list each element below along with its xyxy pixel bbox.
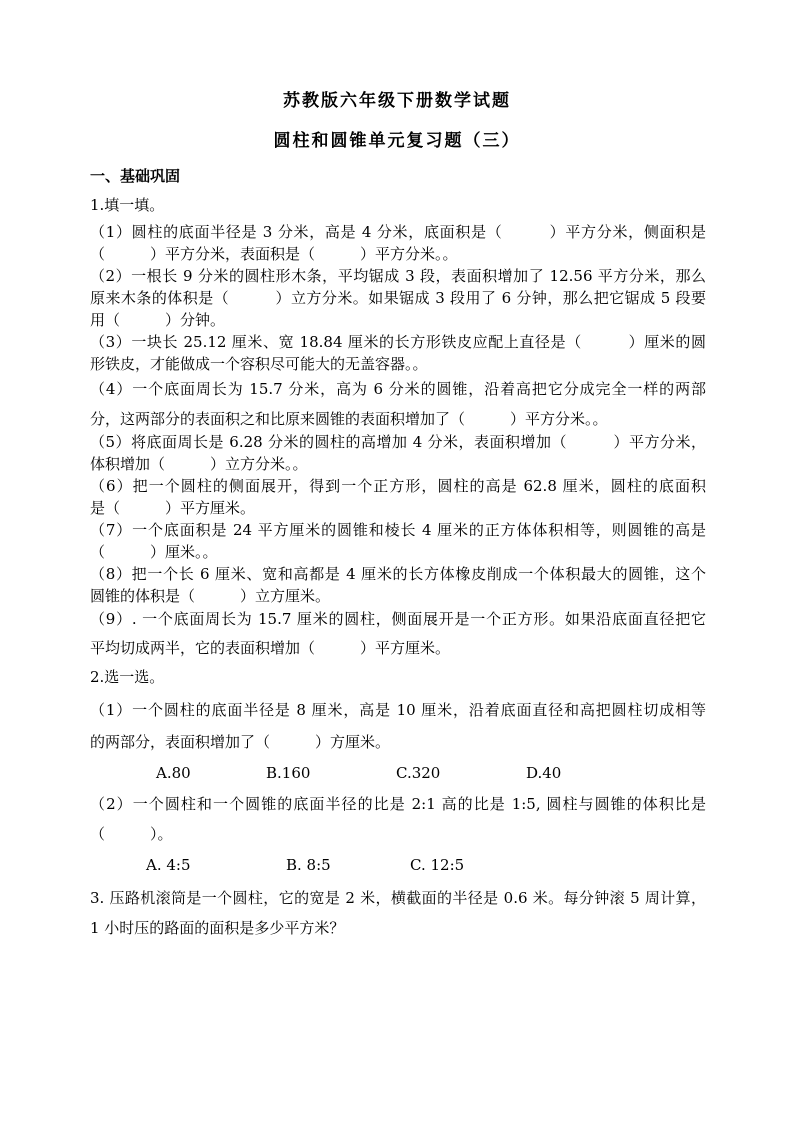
text-line: （7）一个底面积是 24 平方厘米的圆锥和棱长 4 厘米的正方体体积相等，则圆锥的高是 — [90, 521, 706, 539]
choice-option: D.40 — [526, 764, 562, 782]
text-line: （9）. 一个底面周长为 15.7 厘米的圆柱，侧面展开是一个正方形。如果沿底面直径把它 — [90, 610, 706, 628]
text-line: 的两部分，表面积增加了（ ）方厘米。 — [90, 733, 391, 751]
text-line: 原来木条的体积是（ ）立方分米。如果锯成 3 段用了 6 分钟，那么把它锯成 5 段要 — [90, 289, 706, 307]
text-line: （3）一块长 25.12 厘米、宽 18.84 厘米的长方形铁皮应配上直径是（ ）厘米的圆 — [90, 333, 706, 351]
text-line: 是（ ）平方厘米。 — [90, 499, 256, 517]
page-title: 苏教版六年级下册数学试题 — [283, 91, 511, 111]
choice-option: B. 8:5 — [286, 856, 331, 874]
text-line: （ ）平方分米，表面积是（ ）平方分米。。 — [90, 245, 458, 263]
question-heading: 1.填一填。 — [90, 196, 165, 214]
text-line: 3. 压路机滚筒是一个圆柱，它的宽是 2 米，横截面的半径是 0.6 米。每分钟滚 5 周计算， — [90, 889, 706, 907]
question-heading: 2.选一选。 — [90, 668, 165, 686]
page-subtitle: 圆柱和圆锥单元复习题（三） — [273, 131, 521, 151]
text-line: （1）圆柱的底面半径是 3 分米，高是 4 分米，底面积是（ ）平方分米，侧面积是 — [90, 223, 706, 241]
text-line: （5）将底面周长是 6.28 分米的圆柱的高增加 4 分米，表面积增加（ ）平方分米， — [90, 433, 706, 451]
text-line: （8）把一个长 6 厘米、宽和高都是 4 厘米的长方体橡皮削成一个体积最大的圆锥，这个 — [90, 565, 706, 583]
text-line: （2）一个圆柱和一个圆锥的底面半径的比是 2:1 高的比是 1:5, 圆柱与圆锥的体积比是 — [90, 795, 706, 813]
text-line: 1 小时压的路面的面积是多少平方米？ — [90, 919, 345, 937]
text-line: （ ）厘米。。 — [90, 543, 218, 561]
text-line: 平均切成两半，它的表面积增加（ ）平方厘米。 — [90, 639, 451, 657]
choice-option: B.160 — [266, 764, 311, 782]
choice-option: A. 4:5 — [146, 856, 191, 874]
text-line: 体积增加（ ）立方分米。。 — [90, 455, 308, 473]
text-line: （ ）。 — [90, 825, 173, 843]
text-line: 圆锥的体积是（ ）立方厘米。 — [90, 587, 331, 605]
text-line: （2）一根长 9 分米的圆柱形木条，平均锯成 3 段，表面积增加了 12.56 平方分米，那么 — [90, 267, 706, 285]
choice-option: C. 12:5 — [410, 856, 465, 874]
text-line: 分，这两部分的表面积之和比原来圆锥的表面积增加了（ ）平方分米。。 — [90, 410, 608, 428]
choice-option: C.320 — [396, 764, 441, 782]
choice-option: A.80 — [156, 764, 191, 782]
text-line: 用（ ）分钟。 — [90, 311, 226, 329]
section-heading: 一、基础巩固 — [90, 167, 181, 185]
text-line: 形铁皮，才能做成一个容积尽可能大的无盖容器。。 — [90, 355, 428, 373]
text-line: （1）一个圆柱的底面半径是 8 厘米，高是 10 厘米，沿着底面直径和高把圆柱切成相等 — [90, 701, 706, 719]
text-line: （6）把一个圆柱的侧面展开，得到一个正方形，圆柱的高是 62.8 厘米，圆柱的底面积 — [90, 477, 706, 495]
text-line: （4）一个底面周长为 15.7 分米，高为 6 分米的圆锥，沿着高把它分成完全一样的两部 — [90, 380, 706, 398]
